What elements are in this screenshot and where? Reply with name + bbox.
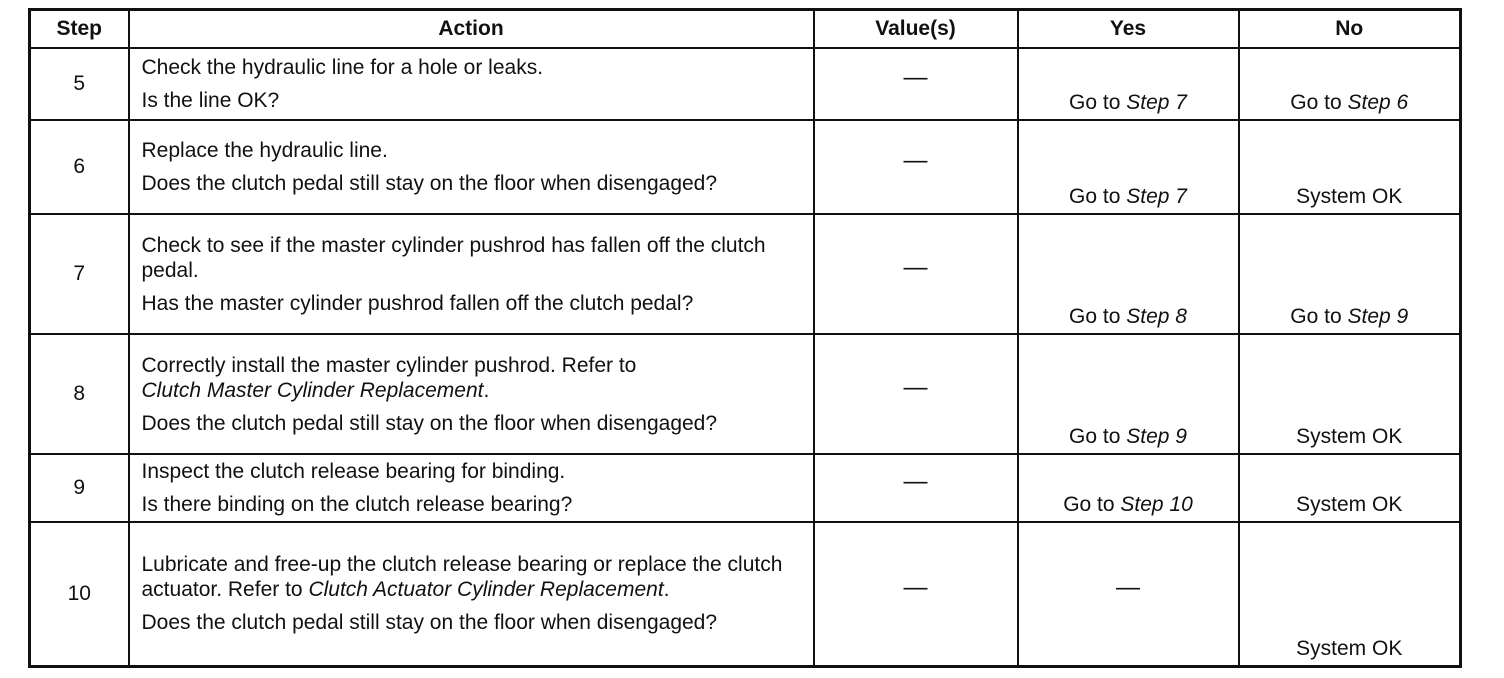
value-cell: —	[814, 48, 1018, 120]
action-cell	[129, 120, 814, 214]
yes-cell: —	[1018, 522, 1239, 666]
action-question: Is the line OK?	[141, 89, 280, 112]
yes-step-link[interactable]: Step 9	[1126, 425, 1187, 448]
table-row	[30, 214, 1461, 334]
action-question: Has the master cylinder pushrod fallen off the clutch pedal?	[141, 291, 694, 315]
yes-prefix: Go to	[1069, 305, 1127, 328]
action-instruction	[142, 552, 803, 602]
action-cell	[129, 522, 814, 666]
action-instruction: Replace the hydraulic line.	[141, 139, 388, 162]
yes-step-link[interactable]: Step 7	[1126, 91, 1187, 114]
header-row	[30, 10, 1461, 49]
value-cell: —	[814, 334, 1018, 454]
table-row	[30, 454, 1461, 522]
action-text: Lubricate and free-up the clutch release bearing or replace the clutch actuator. Refer to	[141, 553, 783, 602]
action-instruction: Check the hydraulic line for a hole or leaks.	[141, 56, 544, 79]
value-cell: —	[814, 120, 1018, 214]
step-number: 5	[30, 48, 129, 120]
action-reference: Clutch Actuator Cylinder Replacement	[308, 578, 664, 602]
yes-step-link[interactable]: Step 8	[1126, 305, 1187, 328]
yes-prefix: Go to	[1069, 91, 1127, 114]
no-step-link[interactable]: Step 9	[1347, 305, 1409, 328]
yes-prefix: Go to	[1069, 185, 1127, 208]
step-number: 8	[30, 334, 129, 454]
no-prefix: Go to	[1290, 305, 1348, 328]
action-reference: Clutch Master Cylinder Replacement	[141, 378, 484, 402]
table-row	[30, 48, 1461, 120]
action-instruction	[142, 353, 803, 403]
action-question: Does the clutch pedal still stay on the floor when disengaged?	[141, 611, 718, 635]
table-row	[30, 334, 1461, 454]
yes-prefix: Go to	[1069, 425, 1127, 448]
action-reference-suffix: .	[663, 578, 670, 602]
table-row	[30, 120, 1461, 214]
header-action: Action	[129, 10, 814, 49]
no-step-link[interactable]: Step 6	[1347, 91, 1409, 114]
action-cell	[129, 48, 814, 120]
yes-cell	[1018, 334, 1239, 454]
yes-cell	[1018, 214, 1239, 334]
value-cell: —	[814, 454, 1018, 522]
no-cell: System OK	[1239, 454, 1461, 522]
yes-step-link[interactable]: Step 7	[1126, 185, 1187, 208]
action-cell	[129, 334, 814, 454]
action-text: Correctly install the master cylinder pushrod. Refer to	[141, 353, 637, 377]
header-step: Step	[30, 10, 129, 49]
action-question: Is there binding on the clutch release bearing?	[141, 493, 573, 516]
yes-cell	[1018, 454, 1239, 522]
header-no: No	[1239, 10, 1461, 49]
table-row	[30, 522, 1461, 666]
action-question: Does the clutch pedal still stay on the floor when disengaged?	[141, 172, 718, 195]
action-cell	[129, 454, 814, 522]
action-reference-suffix: .	[483, 378, 490, 402]
yes-prefix: Go to	[1063, 493, 1121, 516]
action-instruction: Inspect the clutch release bearing for binding.	[141, 460, 566, 483]
header-value: Value(s)	[814, 10, 1018, 49]
yes-cell	[1018, 120, 1239, 214]
step-number: 9	[30, 454, 129, 522]
no-prefix: Go to	[1290, 91, 1348, 114]
no-cell: System OK	[1239, 522, 1461, 666]
action-question: Does the clutch pedal still stay on the floor when disengaged?	[141, 411, 718, 435]
step-number: 6	[30, 120, 129, 214]
step-number: 7	[30, 214, 129, 334]
value-cell: —	[814, 214, 1018, 334]
no-cell: System OK	[1239, 120, 1461, 214]
action-cell	[129, 214, 814, 334]
value-cell: —	[814, 522, 1018, 666]
header-yes: Yes	[1018, 10, 1239, 49]
action-instruction: Check to see if the master cylinder pushrod has fallen off the clutch pedal.	[141, 233, 766, 282]
no-cell: System OK	[1239, 334, 1461, 454]
step-number: 10	[30, 522, 129, 666]
diagnostic-table	[28, 8, 1462, 668]
no-cell	[1239, 48, 1461, 120]
yes-cell	[1018, 48, 1239, 120]
yes-step-link[interactable]: Step 10	[1120, 493, 1193, 516]
no-cell	[1239, 214, 1461, 334]
